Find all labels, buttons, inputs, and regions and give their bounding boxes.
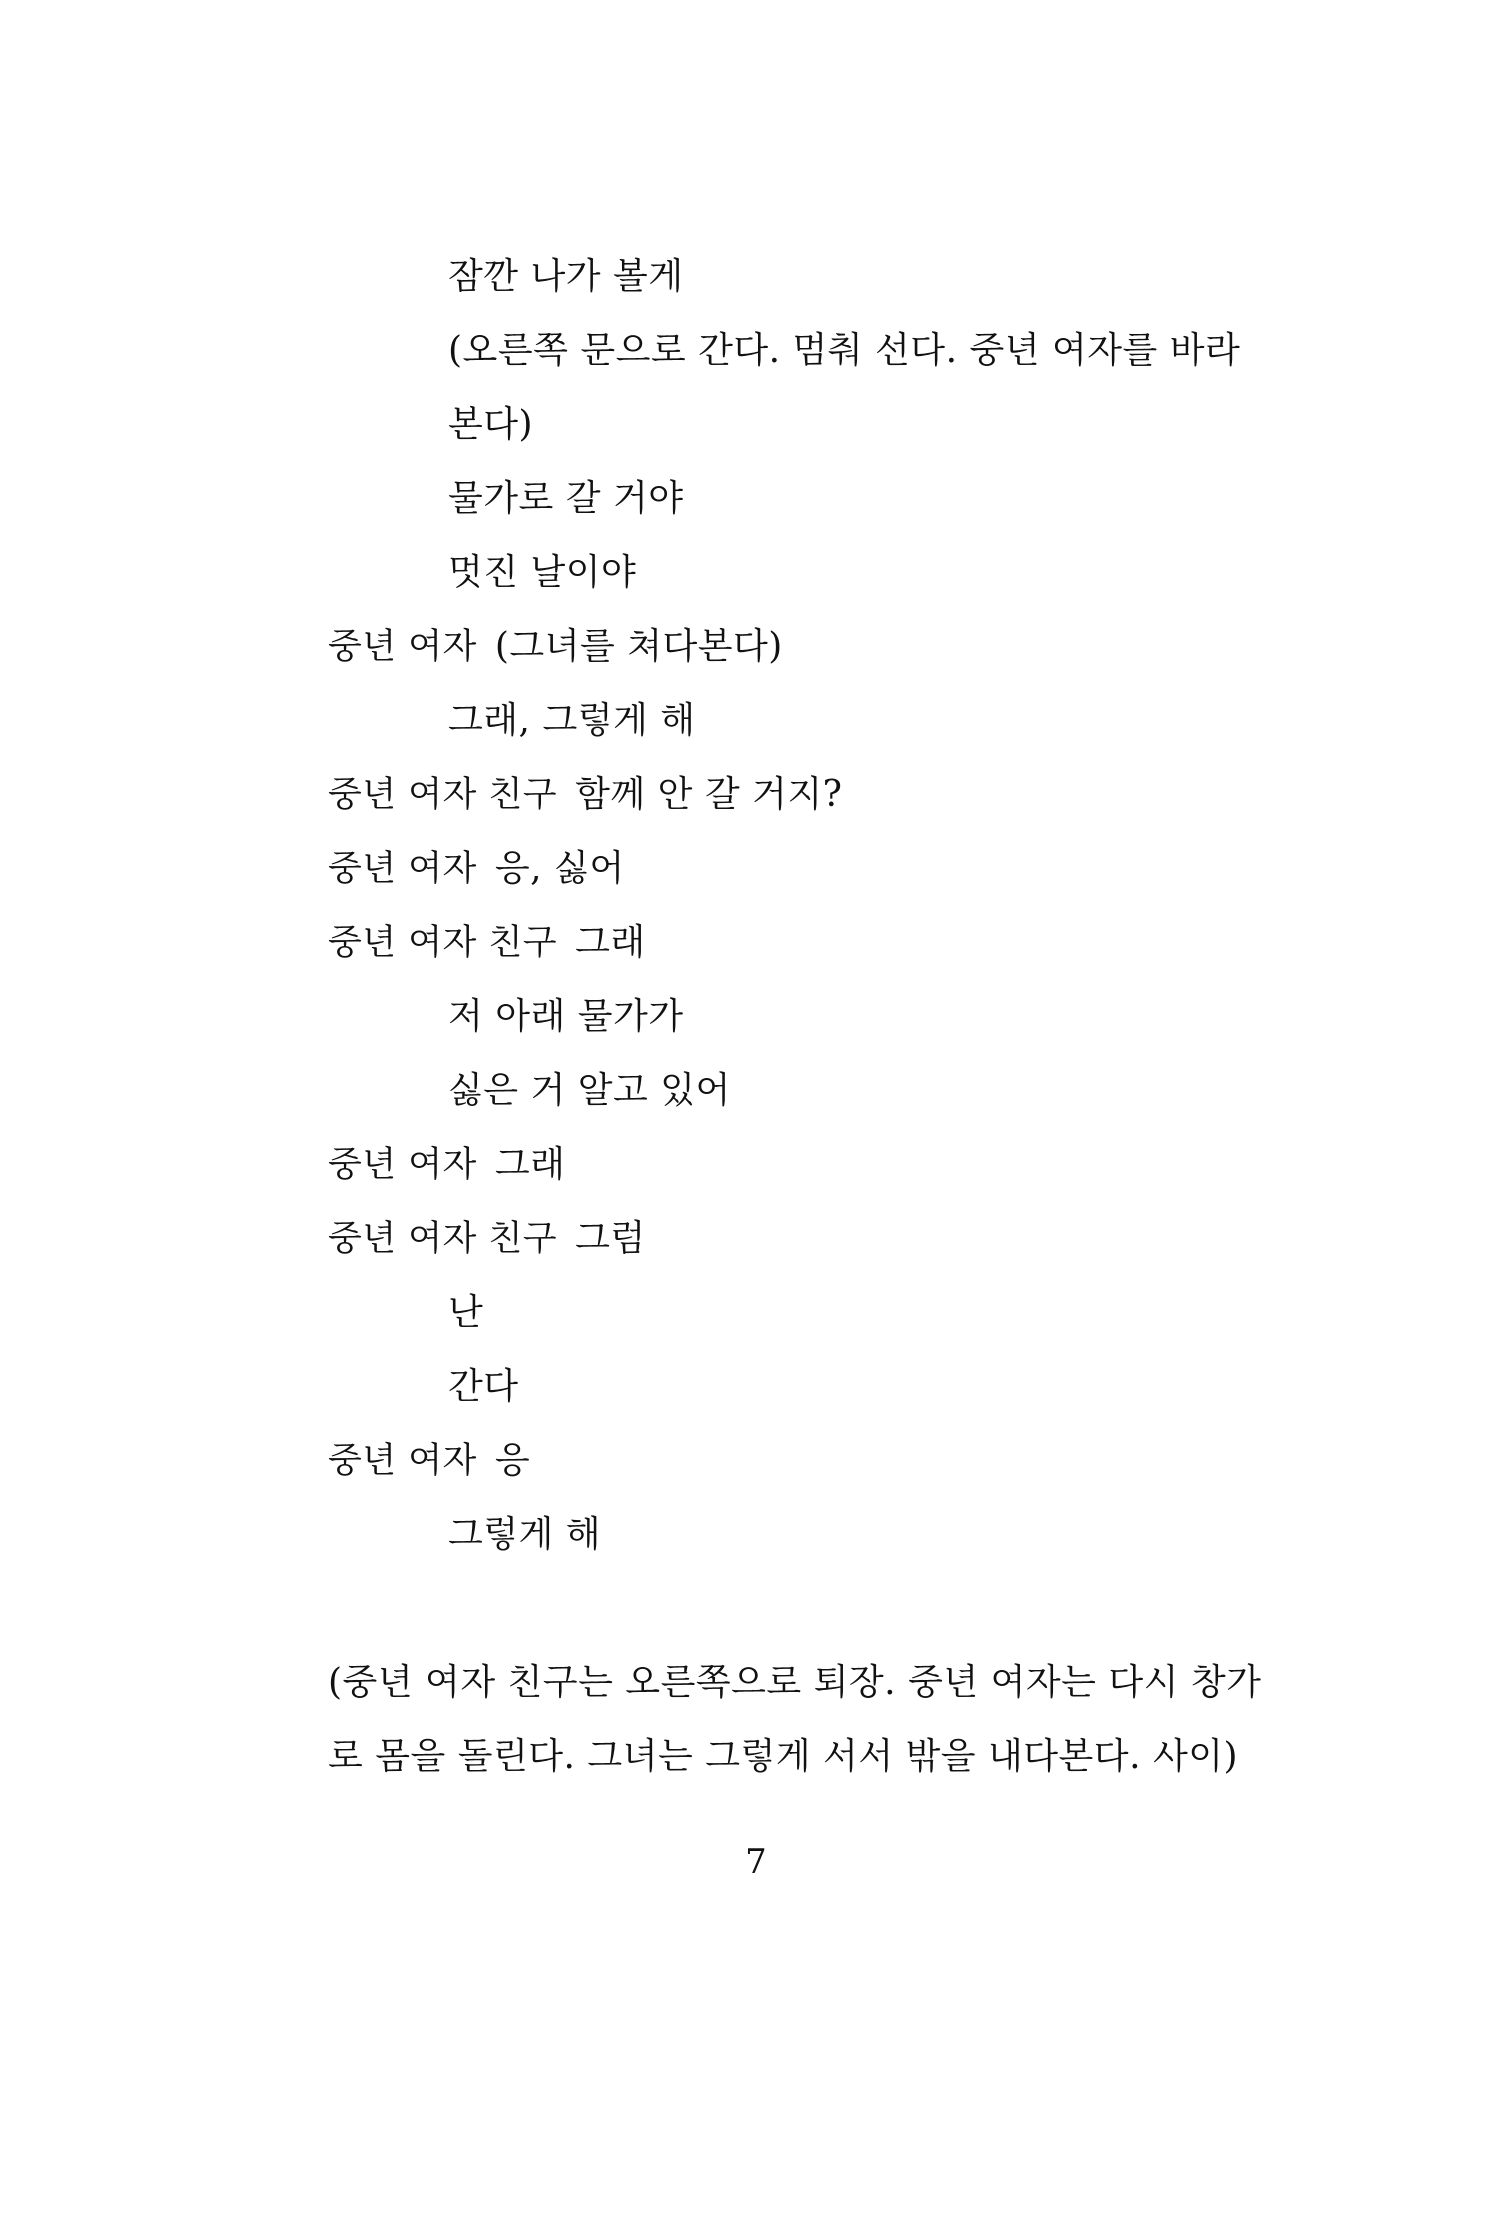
- dialogue-line: 그래: [494, 1144, 566, 1185]
- speaker-name: 중년 여자: [328, 627, 477, 667]
- dialogue-block: [328, 773, 842, 817]
- dialogue-line: 멋진 날이야: [448, 552, 637, 593]
- dialogue-line: 그럼: [575, 1218, 646, 1259]
- dialogue-block: [328, 1143, 565, 1187]
- dialogue-line: 그래, 그렇게 해: [448, 700, 696, 741]
- dialogue-line: 간다: [448, 1366, 519, 1407]
- speaker-name: 중년 여자 친구: [328, 775, 558, 815]
- stage-direction: 본다): [448, 404, 534, 445]
- dialogue-block: [328, 1439, 530, 1483]
- dialogue-block: [328, 1217, 646, 1261]
- speaker-name: 중년 여자: [328, 1441, 477, 1481]
- stage-direction: (그녀를 쳐다본다): [494, 626, 783, 667]
- dialogue-block: [328, 847, 625, 891]
- dialogue-line: 그렇게 해: [448, 1514, 602, 1555]
- dialogue-line: 응, 싫어: [494, 848, 625, 889]
- speaker-name: 중년 여자: [328, 849, 477, 889]
- dialogue-line: 잠깐 나가 볼게: [448, 256, 684, 297]
- dialogue-line: 응: [494, 1440, 531, 1481]
- page-number: 7: [745, 1842, 767, 1882]
- speaker-name: 중년 여자 친구: [328, 1219, 558, 1259]
- dialogue-block: [328, 625, 783, 669]
- dialogue-line: 싫은 거 알고 있어: [448, 1070, 731, 1111]
- dialogue-line: 함께 안 갈 거지?: [575, 774, 843, 815]
- speaker-name: 중년 여자: [328, 1145, 477, 1185]
- dialogue-line: 물가로 갈 거야: [448, 478, 684, 519]
- dialogue-block: [328, 921, 646, 965]
- stage-direction: (중년 여자 친구는 오른쪽으로 퇴장. 중년 여자는 다시 창가: [328, 1662, 1262, 1703]
- dialogue-line: 그래: [575, 922, 646, 963]
- dialogue-line: 저 아래 물가가: [448, 996, 684, 1037]
- dialogue-line: 난: [448, 1292, 484, 1333]
- speaker-name: 중년 여자 친구: [328, 923, 558, 963]
- stage-direction: (오른쪽 문으로 간다. 멈춰 선다. 중년 여자를 바라: [448, 330, 1241, 371]
- stage-direction: 로 몸을 돌린다. 그녀는 그렇게 서서 밖을 내다본다. 사이): [328, 1736, 1239, 1777]
